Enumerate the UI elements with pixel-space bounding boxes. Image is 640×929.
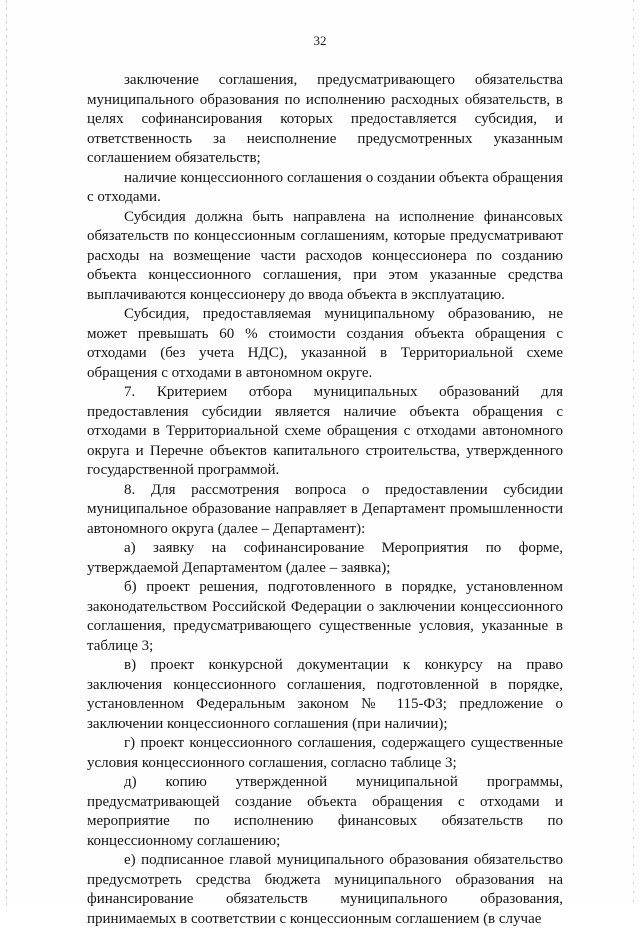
list-item-d: д) копию утвержденной муниципальной программы, предусматривающей создание объекта обращения с отходами и мероприятие по исполнению финансовых обязательств по концессионному соглашению;: [87, 774, 563, 849]
scan-edge-right: [633, 0, 634, 905]
list-item-b: б) проект решения, подготовленного в порядке, установленном законодательством Российской Федерации о заключении концессионного соглашения, предусматривающего существенные условия, указанные в таблице 3;: [87, 579, 563, 654]
paragraph: 7. Критерием отбора муниципальных образований для предоставления субсидии является наличие объекта обращения с отходами в Территориальной схеме обращения с отходами автономного округа и Перечне объектов капитального строительства, утвержденного государственной программой.: [87, 384, 563, 478]
paragraph: заключение соглашения, предусматривающего обязательства муниципального образования по исполнению расходных обязательств, в целях софинансирования которых предоставляется субсидия, и ответственность за неисполнение предусмотренных указанным соглашением обязательств;: [87, 72, 563, 166]
paragraph: 8. Для рассмотрения вопроса о предоставлении субсидии муниципальное образование направляет в Департамент промышленности автономного округа (далее – Департамент):: [87, 481, 563, 537]
paragraph: наличие концессионного соглашения о создании объекта обращения с отходами.: [87, 169, 563, 205]
list-item-e: е) подписанное главой муниципального образования обязательство предусмотреть средства бюджета муниципального образования на финансирование обязательств муниципального образования, принимаемых в соответствии с концессионным соглашением (в случае: [87, 852, 563, 927]
page-number: 32: [313, 33, 327, 48]
list-item-a: а) заявку на софинансирование Мероприятия по форме, утверждаемой Департаментом (далее – заявка);: [87, 540, 563, 576]
body-text: [87, 71, 563, 929]
list-item-v: в) проект конкурсной документации к конкурсу на право заключения концессионного соглашения, подготовленной в порядке, установленном Федеральным законом № 115-ФЗ; предложение о заключении концессионного соглашения (при наличии);: [87, 657, 563, 732]
paragraph: Субсидия должна быть направлена на исполнение финансовых обязательств по концессионным соглашениям, которые предусматривают расходы на возмещение части расходов концессионера по созданию объекта концессионного соглашения, при этом указанные средства выплачиваются концессионеру до ввода объекта в эксплуатацию.: [87, 208, 563, 303]
paragraph: Субсидия, предоставляемая муниципальному образованию, не может превышать 60 % стоимости создания объекта обращения с отходами (без учета НДС), указанной в Территориальной схеме обращения с отходами в автономном округе.: [87, 306, 563, 381]
list-item-g: г) проект концессионного соглашения, содержащего существенные условия концессионного соглашения, согласно таблице 3;: [87, 735, 563, 771]
scan-edge-left: [6, 0, 7, 905]
